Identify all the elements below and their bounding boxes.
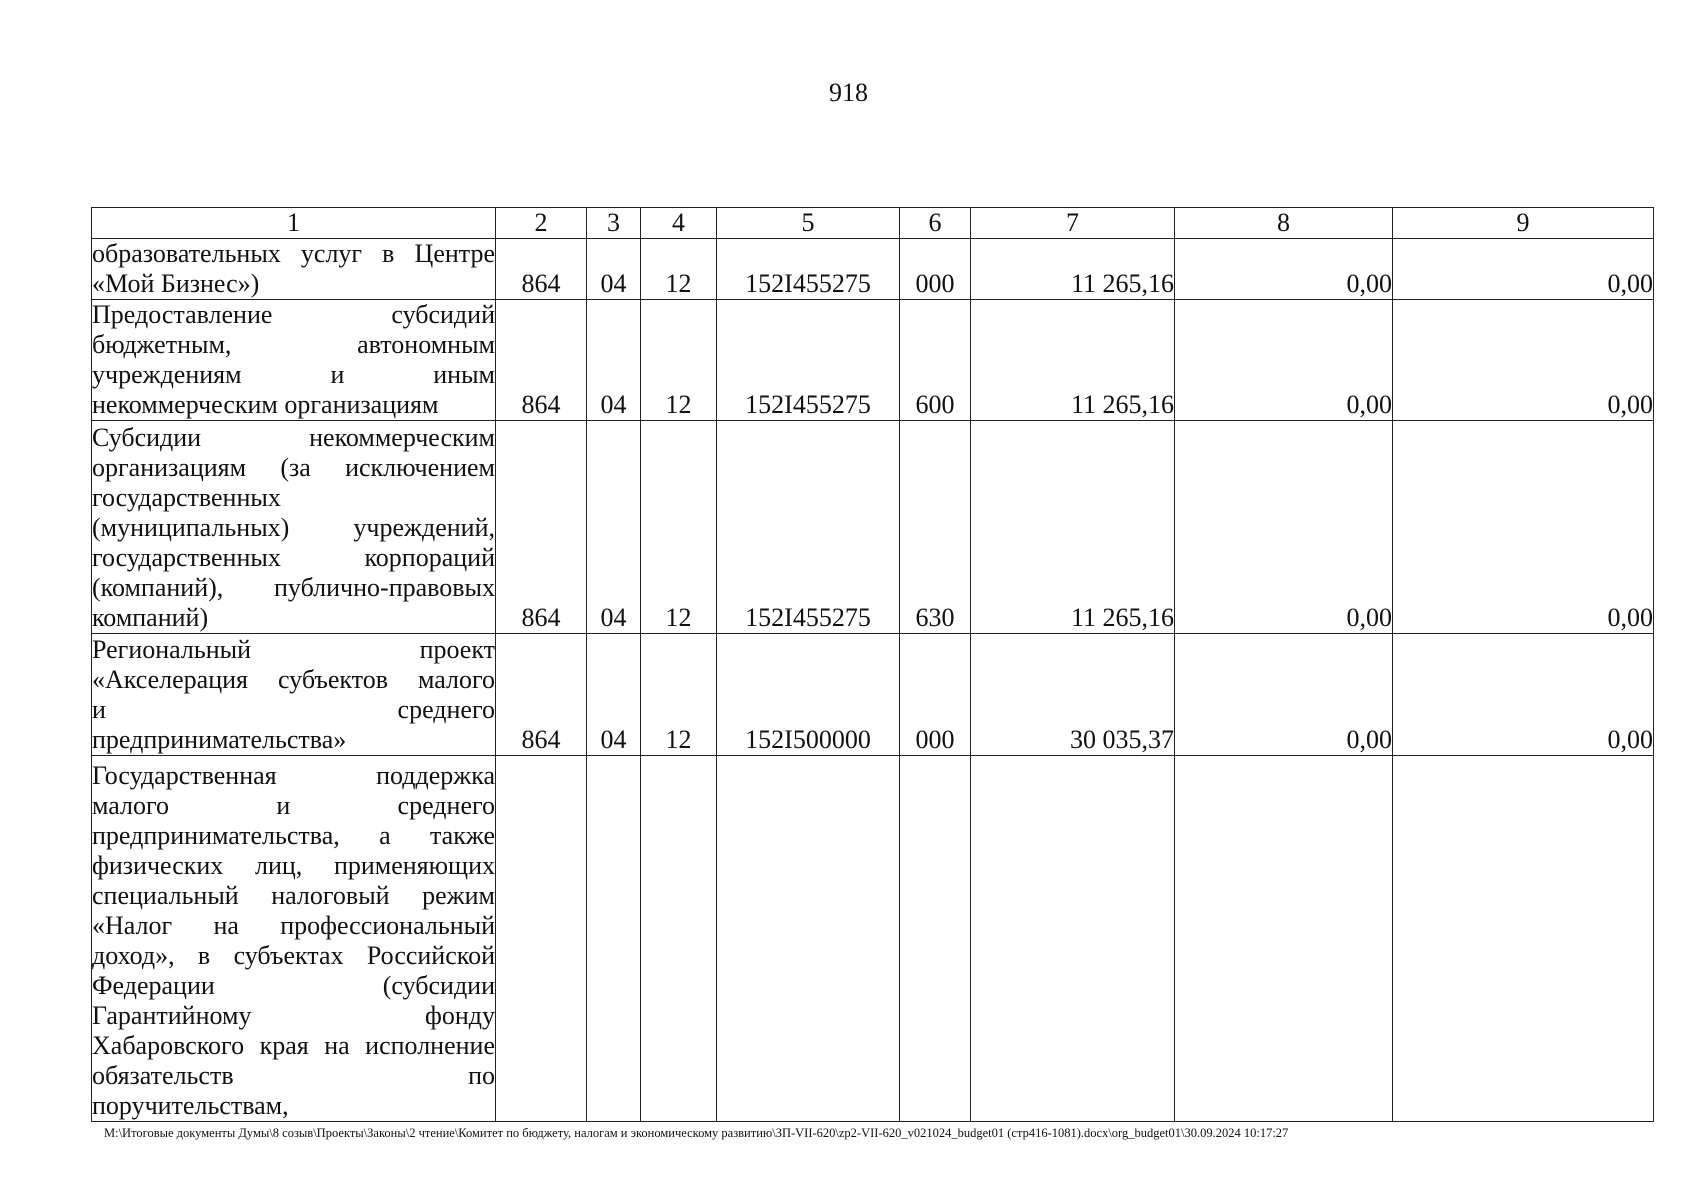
- name-line: государственных корпораций: [92, 543, 495, 572]
- name-line: «Акселерация субъектов малого: [92, 665, 495, 694]
- row-name-cell: [92, 239, 496, 300]
- cell-ministry-code: 864: [496, 239, 587, 300]
- table-row: [92, 239, 1654, 300]
- cell-amount-8: 0,00: [1175, 421, 1393, 634]
- cell-section-code: [587, 756, 641, 1122]
- cell-target-article: 152I455275: [717, 300, 900, 421]
- footer-file-path: M:\Итоговые документы Думы\8 созыв\Проекты\Законы\2 чтение\Комитет по бюджету, налогам и экономическому развитию\ЗП-VII-620\zp2-VII-620_v021024_budget01 (стр416-1081).docx\org_budget01\30.09.2024 10:17:27: [104, 1126, 1289, 1140]
- row-name-cell: [92, 421, 496, 634]
- name-line: «Налог на профессиональный: [92, 911, 495, 940]
- column-header: 6: [900, 208, 971, 239]
- name-line: «Мой Бизнес»): [92, 269, 260, 298]
- name-line: доход», в субъектах Российской: [92, 941, 495, 970]
- cell-amount-9: 0,00: [1393, 239, 1654, 300]
- column-header: 9: [1393, 208, 1654, 239]
- name-line: малого и среднего: [92, 791, 495, 820]
- name-line: государственных: [92, 483, 281, 512]
- name-line: поручительствам,: [92, 1091, 289, 1120]
- cell-amount-9: 0,00: [1393, 300, 1654, 421]
- table-row: [92, 300, 1654, 421]
- cell-amount-7: 30 035,37: [971, 634, 1175, 756]
- cell-expense-type: [900, 756, 971, 1122]
- column-header: 7: [971, 208, 1175, 239]
- column-header: 3: [587, 208, 641, 239]
- column-header: 2: [496, 208, 587, 239]
- name-line: бюджетным, автономным: [92, 330, 495, 359]
- budget-table: [91, 207, 1654, 1122]
- name-line: (муниципальных) учреждений,: [92, 513, 495, 542]
- name-line: и среднего: [92, 695, 495, 724]
- cell-target-article: 152I455275: [717, 421, 900, 634]
- cell-amount-9: 0,00: [1393, 421, 1654, 634]
- cell-section-code: 04: [587, 421, 641, 634]
- name-line: Региональный проект: [92, 635, 495, 664]
- cell-expense-type: 000: [900, 239, 971, 300]
- name-line: (компаний), публично-правовых: [92, 573, 495, 602]
- cell-ministry-code: [496, 756, 587, 1122]
- cell-amount-7: 11 265,16: [971, 300, 1175, 421]
- cell-amount-7: 11 265,16: [971, 421, 1175, 634]
- cell-amount-7: 11 265,16: [971, 239, 1175, 300]
- name-line: специальный налоговый режим: [92, 881, 495, 910]
- table-row: [92, 756, 1654, 1122]
- name-line: учреждениям и иным: [92, 360, 495, 389]
- cell-amount-8: 0,00: [1175, 634, 1393, 756]
- cell-section-code: 04: [587, 300, 641, 421]
- header-row: [92, 208, 1654, 239]
- name-line: Субсидии некоммерческим: [92, 423, 495, 452]
- cell-subsection-code: 12: [641, 239, 717, 300]
- row-name-cell: [92, 756, 496, 1122]
- cell-ministry-code: 864: [496, 634, 587, 756]
- name-line: физических лиц, применяющих: [92, 851, 495, 880]
- table-row: [92, 634, 1654, 756]
- cell-expense-type: 000: [900, 634, 971, 756]
- cell-target-article: [717, 756, 900, 1122]
- cell-ministry-code: 864: [496, 300, 587, 421]
- cell-target-article: 152I500000: [717, 634, 900, 756]
- name-line: предпринимательства, а также: [92, 821, 495, 850]
- column-header: 4: [641, 208, 717, 239]
- name-line: организациям (за исключением: [92, 453, 495, 482]
- name-line: компаний): [92, 603, 209, 632]
- name-line: Федерации (субсидии: [92, 971, 495, 1000]
- cell-amount-8: 0,00: [1175, 239, 1393, 300]
- cell-amount-8: 0,00: [1175, 300, 1393, 421]
- table-row: [92, 421, 1654, 634]
- cell-amount-7: [971, 756, 1175, 1122]
- cell-subsection-code: 12: [641, 421, 717, 634]
- name-line: обязательств по: [92, 1061, 495, 1090]
- row-name-cell: [92, 300, 496, 421]
- column-header: 8: [1175, 208, 1393, 239]
- cell-subsection-code: [641, 756, 717, 1122]
- cell-section-code: 04: [587, 239, 641, 300]
- cell-amount-9: 0,00: [1393, 634, 1654, 756]
- cell-target-article: 152I455275: [717, 239, 900, 300]
- name-line: Государственная поддержка: [92, 761, 495, 790]
- cell-amount-9: [1393, 756, 1654, 1122]
- page-number: 918: [829, 78, 868, 107]
- name-line: образовательных услуг в Центре: [92, 239, 495, 268]
- cell-expense-type: 600: [900, 300, 971, 421]
- cell-section-code: 04: [587, 634, 641, 756]
- name-line: Гарантийному фонду: [92, 1001, 495, 1030]
- name-line: некоммерческим организациям: [92, 390, 439, 419]
- name-line: Хабаровского края на исполнение: [92, 1031, 495, 1060]
- cell-expense-type: 630: [900, 421, 971, 634]
- column-header: 5: [717, 208, 900, 239]
- cell-ministry-code: 864: [496, 421, 587, 634]
- cell-subsection-code: 12: [641, 634, 717, 756]
- name-line: Предоставление субсидий: [92, 300, 495, 329]
- name-line: предпринимательства»: [92, 725, 347, 754]
- cell-amount-8: [1175, 756, 1393, 1122]
- row-name-cell: [92, 634, 496, 756]
- cell-subsection-code: 12: [641, 300, 717, 421]
- column-header: 1: [92, 208, 496, 239]
